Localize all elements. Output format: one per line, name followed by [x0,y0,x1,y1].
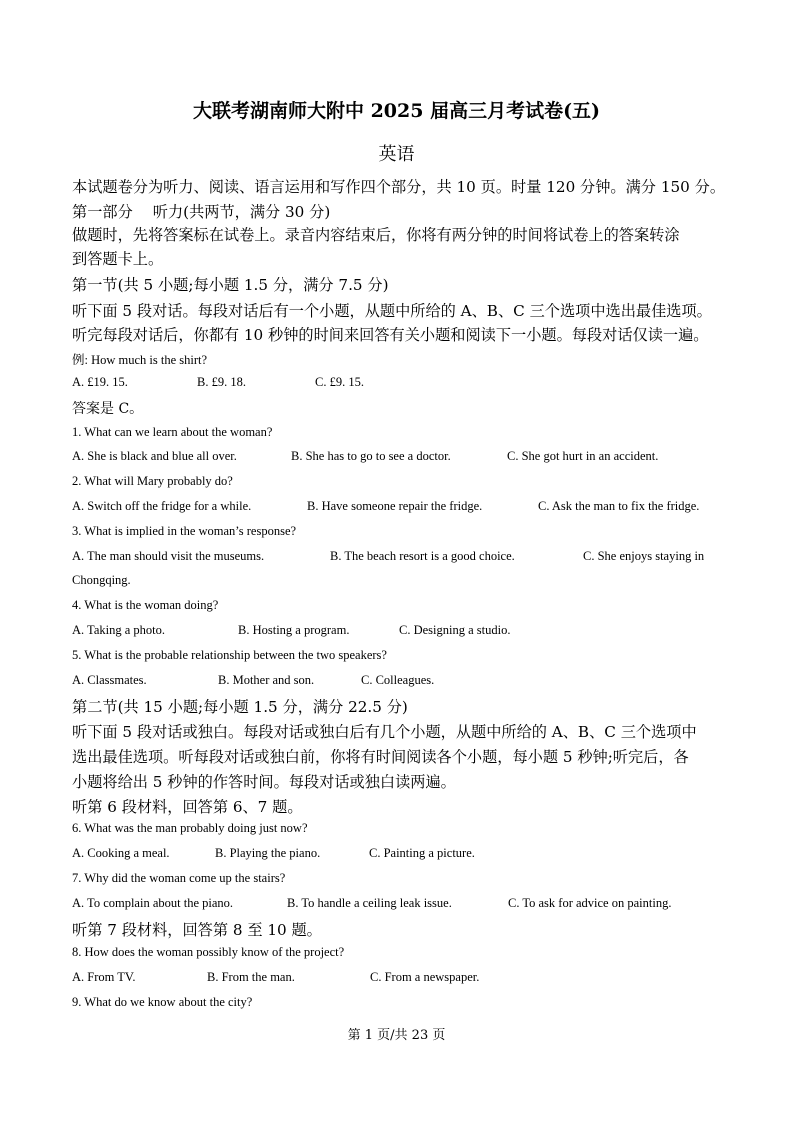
q5-option-b: B. Mother and son. [218,673,315,687]
q2-option-c: C. Ask the man to fix the fridge. [538,499,700,513]
q6-option-a: A. Cooking a meal. [72,846,170,860]
q3-option-c: C. She enjoys staying in [583,549,705,563]
part1-instruction-line1: 做题时，先将答案标在试卷上。录音内容结束后，你将有两分钟的时间将试卷上的答案转涂 [72,226,680,244]
question-1: 1. What can we learn about the woman? [72,425,273,439]
material-6-heading: 听第 6 段材料，回答第 6、7 题。 [72,798,303,816]
q7-option-c: C. To ask for advice on painting. [508,896,672,910]
page-number: 第 1 页/共 23 页 [347,1028,446,1043]
question-2: 2. What will Mary probably do? [72,474,233,488]
section1-instruction-line2: 听完每段对话后，你都有 10 秒钟的时间来回答有关小题和阅读下一小题。每段对话仅读一遍。 [72,326,709,344]
section2-instruction-line3: 小题将给出 5 秒钟的作答时间。每段对话或独白读两遍。 [72,773,456,791]
part1-heading: 第一部分 听力(共两节，满分 30 分) [72,203,331,221]
example-question: 例: How much is the shirt? [72,353,208,367]
section2-instruction-line2: 选出最佳选项。听每段对话或独白前，你将有时间阅读各个小题，每小题 5 秒钟;听完后，各 [72,748,689,766]
question-5: 5. What is the probable relationship between the two speakers? [72,648,387,662]
q8-option-b: B. From the man. [207,970,295,984]
question-6: 6. What was the man probably doing just now? [72,821,308,835]
question-8: 8. How does the woman possibly know of the project? [72,945,345,959]
example-answer: 答案是 C。 [72,401,144,417]
section2-heading: 第二节(共 15 小题;每小题 1.5 分，满分 22.5 分) [72,698,408,716]
question-9: 9. What do we know about the city? [72,995,253,1009]
q1-option-c: C. She got hurt in an accident. [507,449,659,463]
subject-title: 英语 [378,144,415,165]
section1-instruction-line1: 听下面 5 段对话。每段对话后有一个小题，从题中所给的 A、B、C 三个选项中选出最佳选项。 [72,302,712,320]
example-option-a: A. £19. 15. [72,375,128,389]
q5-option-a: A. Classmates. [72,673,147,687]
q2-option-b: B. Have someone repair the fridge. [307,499,483,513]
q6-option-c: C. Painting a picture. [369,846,475,860]
exam-title: 大联考湖南师大附中 2025 届高三月考试卷(五) [192,100,601,122]
material-7-heading: 听第 7 段材料，回答第 8 至 10 题。 [72,921,322,939]
example-option-c: C. £9. 15. [315,375,364,389]
q4-option-a: A. Taking a photo. [72,623,165,637]
q6-option-b: B. Playing the piano. [215,846,321,860]
q7-option-b: B. To handle a ceiling leak issue. [287,896,452,910]
example-option-b: B. £9. 18. [197,375,246,389]
question-7: 7. Why did the woman come up the stairs? [72,871,286,885]
q8-option-c: C. From a newspaper. [370,970,480,984]
question-4: 4. What is the woman doing? [72,598,219,612]
q4-option-b: B. Hosting a program. [238,623,350,637]
q1-option-a: A. She is black and blue all over. [72,449,237,463]
section1-heading: 第一节(共 5 小题;每小题 1.5 分，满分 7.5 分) [72,276,389,294]
part1-instruction-line2: 到答题卡上。 [72,250,164,268]
question-3: 3. What is implied in the woman’s response? [72,524,297,538]
q3-option-b: B. The beach resort is a good choice. [330,549,515,563]
paper-structure-note: 本试题卷分为听力、阅读、语言运用和写作四个部分，共 10 页。时量 120 分钟。满分 150 分。 [72,178,726,196]
q1-option-b: B. She has to go to see a doctor. [291,449,451,463]
q5-option-c: C. Colleagues. [361,673,435,687]
section2-instruction-line1: 听下面 5 段对话或独白。每段对话或独白后有几个小题，从题中所给的 A、B、C 三个选项中 [72,723,697,741]
q3-option-a: A. The man should visit the museums. [72,549,265,563]
q4-option-c: C. Designing a studio. [399,623,511,637]
q2-option-a: A. Switch off the fridge for a while. [72,499,252,513]
q3-option-c-wrap: Chongqing. [72,573,131,587]
q8-option-a: A. From TV. [72,970,136,984]
q7-option-a: A. To complain about the piano. [72,896,234,910]
